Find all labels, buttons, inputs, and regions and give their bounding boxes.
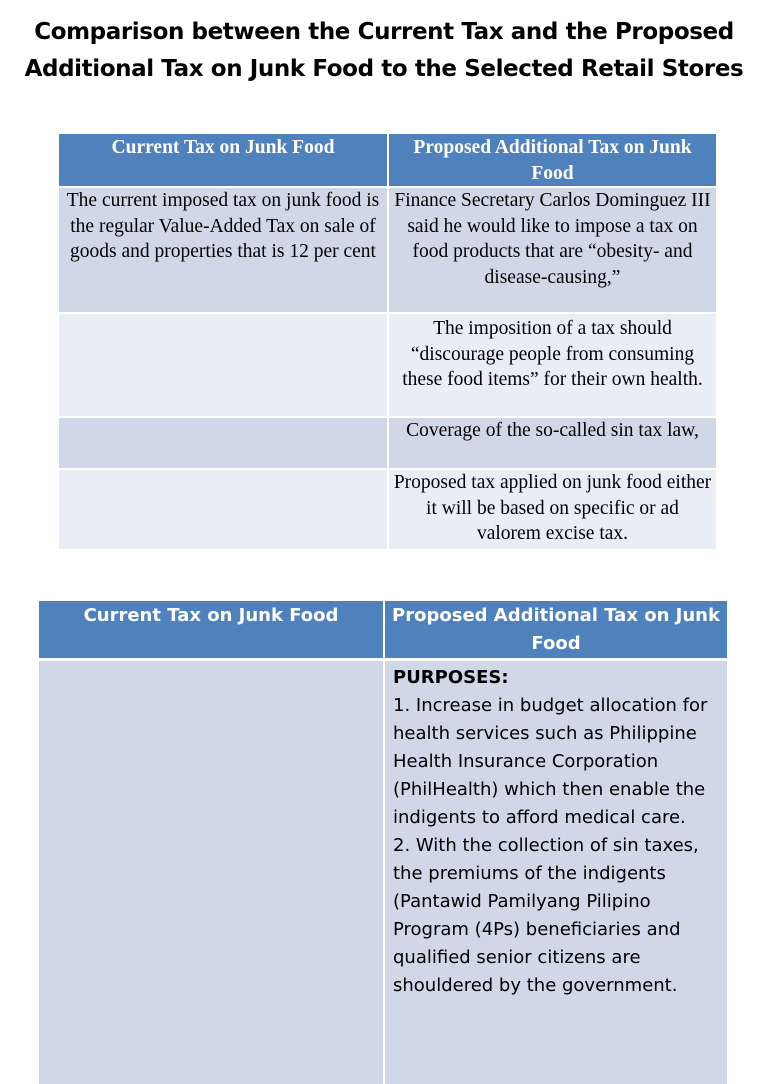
column-header-proposed-tax: Proposed Additional Tax on Junk Food bbox=[384, 601, 728, 660]
comparison-table-1 bbox=[59, 134, 718, 551]
table-cell bbox=[59, 313, 388, 417]
table-cell bbox=[59, 417, 388, 469]
table-row bbox=[59, 313, 717, 417]
page-title: Comparison between the Current Tax and the Proposed Additional Tax on Junk Food to the Selected Retail Stores bbox=[20, 14, 748, 88]
table-cell: The imposition of a tax should “discourage people from consuming these food items” for their own health. bbox=[388, 313, 717, 417]
table-row bbox=[59, 417, 717, 469]
table-cell: Proposed tax applied on junk food either it will be based on specific or ad valorem excise tax. bbox=[388, 469, 717, 550]
column-header-current-tax: Current Tax on Junk Food bbox=[39, 601, 384, 660]
table-cell bbox=[59, 469, 388, 550]
purposes-cell bbox=[384, 660, 728, 1084]
purpose-item-1: 1. Increase in budget allocation for health services such as Philippine Health Insurance Corporation (PhilHealth) which then enable the indigents to afford medical care. bbox=[393, 692, 721, 832]
purpose-item-2: 2. With the collection of sin taxes, the premiums of the indigents (Pantawid Pamilyang Pilipino Program (4Ps) beneficiaries and qualified senior citizens are shouldered by the government. bbox=[393, 832, 721, 1000]
table-cell: The current imposed tax on junk food is the regular Value-Added Tax on sale of goods and properties that is 12 per cent bbox=[59, 187, 388, 313]
column-header-current-tax: Current Tax on Junk Food bbox=[59, 134, 388, 187]
comparison-table-2 bbox=[39, 601, 729, 1084]
table-row bbox=[39, 660, 728, 1084]
column-header-proposed-tax: Proposed Additional Tax on Junk Food bbox=[388, 134, 717, 187]
purposes-heading: PURPOSES: bbox=[393, 664, 721, 692]
table-header-row bbox=[39, 601, 728, 660]
table-row bbox=[59, 469, 717, 550]
table-header-row bbox=[59, 134, 717, 187]
table-cell bbox=[39, 660, 384, 1084]
table-cell: Finance Secretary Carlos Dominguez III said he would like to impose a tax on food products that are “obesity- and disease-causing,” bbox=[388, 187, 717, 313]
table-row bbox=[59, 187, 717, 313]
table-cell: Coverage of the so-called sin tax law, bbox=[388, 417, 717, 469]
